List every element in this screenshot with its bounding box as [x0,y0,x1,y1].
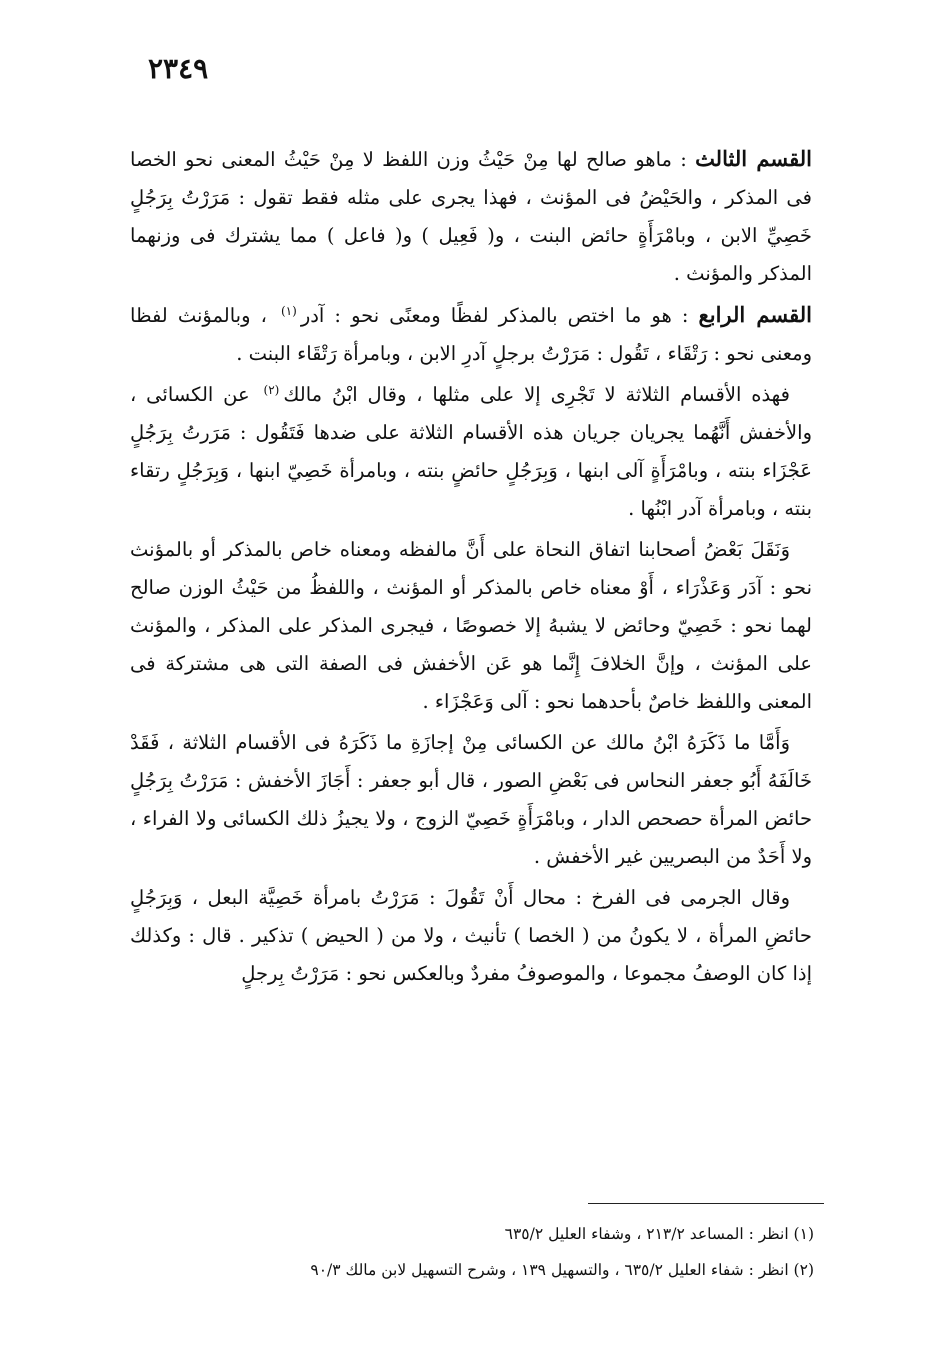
paragraph-4 [130,531,812,721]
paragraph-5 [130,724,812,876]
paragraph-text: وَنَقَلَ بَعْضُ أصحابنا اتفاق النحاة على أَنَّ مالفظه ومعناه خاص بالمذكر أو بالمؤنث نحو : آدَر وَعَذْرَاء ، أَوْ معناه خاص بالمذكر أو المؤنث ، واللفظُ من حَيْثُ الوزن صالح لهما نحو : خَصِيّ وحائض لا يشبهُ إلا خصوصًا ، فيجرى المذكر على المذكر ، والمؤنث على المؤنث ، وإنَّ الخلافَ إِنَّما هو عَن الأخفش فى الصفة التى هى مشتركة فى المعنى واللفظ خاصٌ بأحدهما نحو : آلى وَعَجْزَاء . [130,538,812,713]
footnote-1: (١) انظر : المساعد ٢١٣/٢ ، وشفاء العليل ٦٣٥/٢ [504,1225,814,1243]
main-text [130,140,812,996]
footnote-ref-1: (١) [280,303,297,318]
section-heading-third: القسم الثالث [695,146,812,171]
paragraph-text: فهذه الأقسام الثلاثة لا تَجْرِى إلا على مثلها ، وقال ابْنُ مالك [283,383,790,406]
section-heading-fourth: القسم الرابع [698,302,812,327]
paragraph-3 [130,376,812,528]
page-number: ٢٣٤٩ [148,52,209,85]
paragraph-text: وَأَمَّا ما ذَكَرَهُ ابْنُ مالك عن الكسائى مِنْ إجازَةِ ما ذَكَرَهُ فى الأقسام الثلاثة ، فَقَدْ خَالَفَهُ أَبُو جعفر النحاس فى بَعْضِ الصور ، قال أبو جعفر : أَجَازَ الأخفش : مَرَرْتُ بِرَجُلٍ حائض المرأة حصحص الدار ، وبامْرَأَةٍ خَصِيّ الزوج ، ولا يجيزُ ذلك الكسائى ولا الفراء ، ولا أَحَدٌ من البصريين غير الأخفش . [130,731,812,868]
footnotes [150,1216,814,1288]
footnote-divider [588,1203,824,1204]
paragraph-text: وقال الجرمى فى الفرخ : محال أَنْ تَقُولَ : مَرَرْتُ بامرأة خَصِيَّة البعل ، وَبِرَجُلٍ حائضِ المرأة ، لا يكونُ من ( الخصا ) تأنيث ، ولا من ( الحيض ) تذكير . قال : وكذلك إذا كان الوصفُ مجموعا ، والموصوفُ مفردٌ وبالعكس نحو : مَرَرْتُ بِرجلٍ [130,886,812,985]
paragraph-text-continued: عن الكسائى ، والأخفش أَنَّهُما يجريان جريان هذه الأقسام الثلاثة على ضدها فَتَقُول : مَرَرتُ بِرَجُلٍ عَجْزَاء بنته ، وبامْرَأَةٍ آلى ابنها ، وَبِرَجُلٍ حائضٍ بنته ، وبامرأة خَصِيّ ابنها ، وَبِرَجُلٍ رتقاء بنته ، وبامرأة آدر ابْنُها . [130,383,812,520]
footnote-2: (٢) انظر : شفاء العليل ٦٣٥/٢ ، والتسهيل ١٣٩ ، وشرح التسهيل لابن مالك ٩٠/٣ [310,1261,814,1279]
paragraph-text: : ماهو صالح لها مِنْ حَيْثُ وزن اللفظ لا مِنْ حَيْثُ المعنى نحو الخصا فى المذكر ، والحَيْضُ فى المؤنث ، فهذا يجرى على مثله فقط تقول : مَرَرْتُ بِرَجُلٍ خَصِيِّ الابن ، وبامْرَأَةٍ حائض البنت ، و( فَعِيل ) و( فاعل ) مما يشترك فى وزنهما المذكر والمؤنث . [130,148,812,285]
paragraph-1 [130,140,812,293]
footnote-ref-2: (٢) [263,382,280,397]
paragraph-2 [130,296,812,373]
paragraph-6 [130,879,812,993]
paragraph-text: : هو ما اختص بالمذكر لفظًا ومعنًى نحو : آدر [300,304,699,327]
paragraph-text-continued: ، وبالمؤنث لفظا ومعنى نحو : رَتْقَاء ، تَقُول : مَرَرْتُ برجلٍ آدرِ الابن ، وبامرأة رَتْقَاء البنت . [130,304,812,365]
